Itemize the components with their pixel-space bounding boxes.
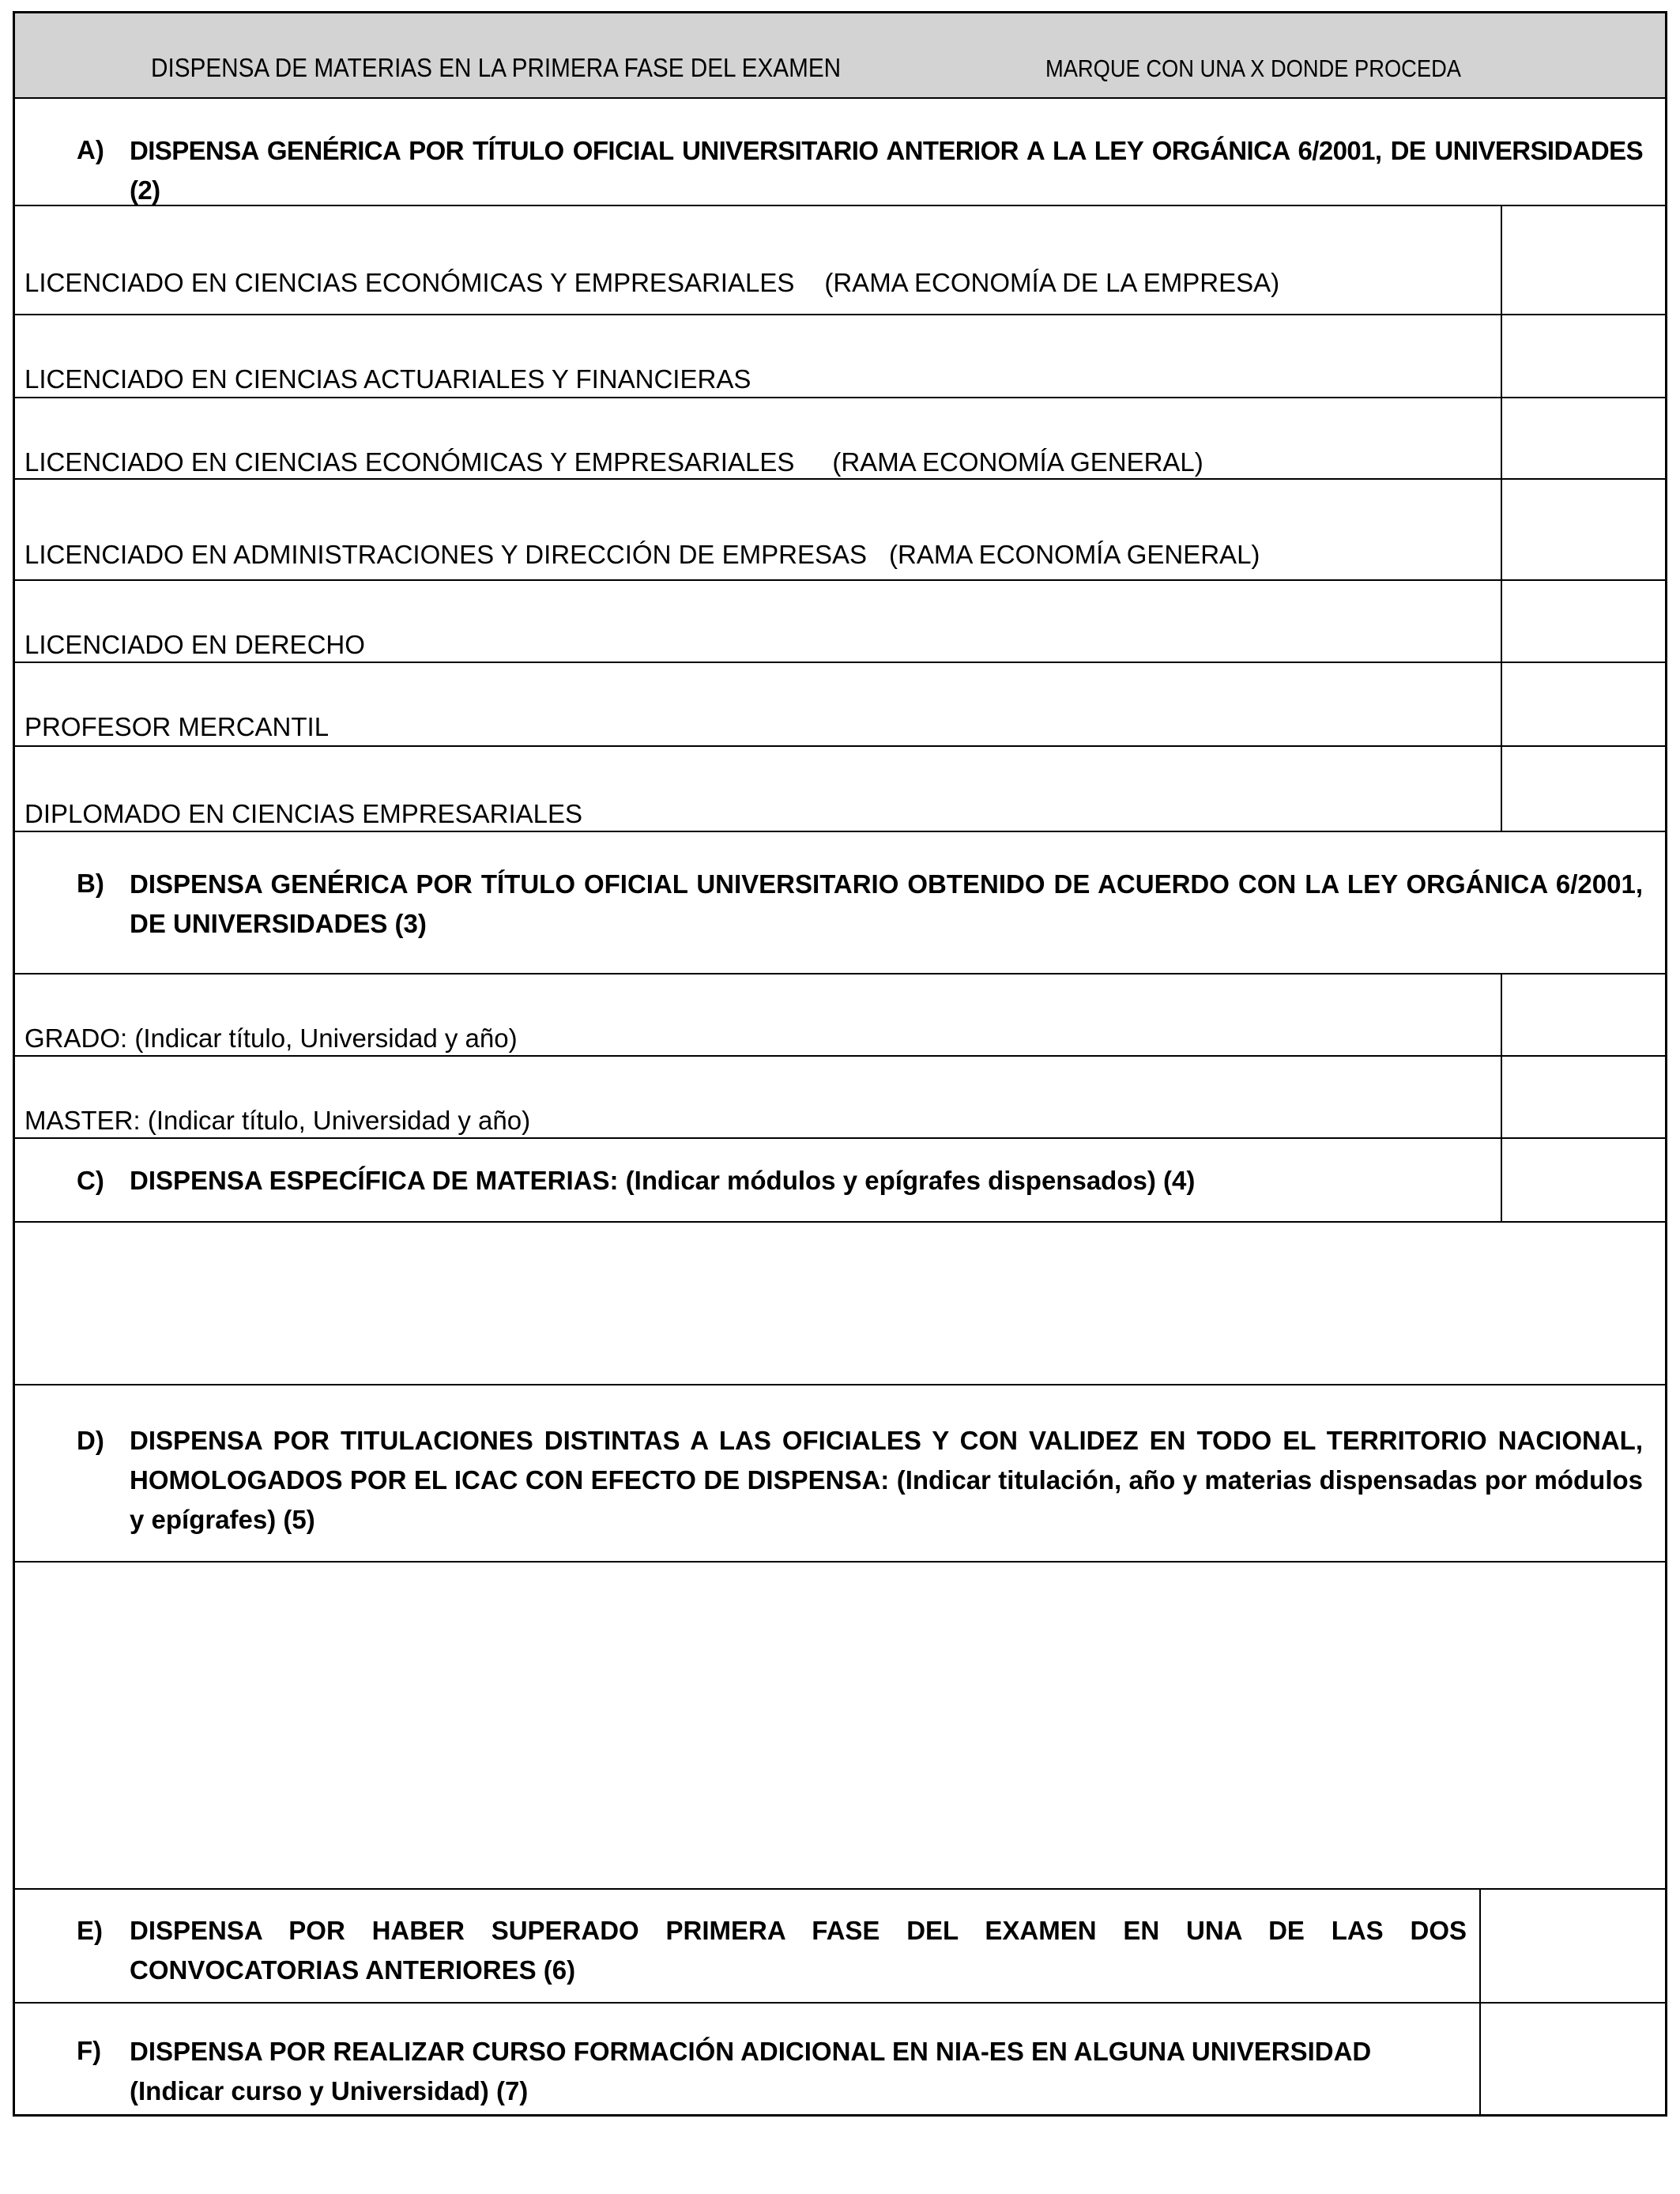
section-f-title-line1: DISPENSA POR REALIZAR CURSO FORMACIÓN ADICIONAL EN NIA-ES EN ALGUNA UNIVERSIDAD [130, 2037, 1372, 2066]
checkbox-cell[interactable] [1501, 1057, 1665, 1137]
option-row [15, 1055, 1665, 1137]
section-f-title-line2: (Indicar curso y Universidad) (7) [130, 2076, 529, 2105]
checkbox-cell[interactable] [1501, 974, 1665, 1055]
option-label: LICENCIADO EN ADMINISTRACIONES Y DIRECCIÓN DE EMPRESAS (RAMA ECONOMÍA GENERAL) [24, 540, 1260, 569]
checkbox-cell[interactable] [1501, 480, 1665, 579]
section-d-letter: D) [77, 1426, 104, 1455]
checkbox-cell[interactable] [1501, 206, 1665, 314]
option-row [15, 579, 1665, 662]
section-e-heading [15, 1888, 1665, 2002]
section-e-title: DISPENSA POR HABER SUPERADO PRIMERA FASE DEL EXAMEN EN UNA DE LAS DOS CONVOCATORIAS ANTERIORES (6) [130, 1916, 1467, 1985]
option-label: GRADO: (Indicar título, Universidad y año) [24, 1023, 518, 1053]
section-c-title: DISPENSA ESPECÍFICA DE MATERIAS: (Indicar módulos y epígrafes dispensados) (4) [130, 1166, 1196, 1195]
checkbox-cell[interactable] [1501, 581, 1665, 662]
section-d-heading [15, 1384, 1665, 1561]
option-label: LICENCIADO EN DERECHO [24, 630, 365, 659]
section-c-letter: C) [77, 1166, 104, 1195]
option-label: LICENCIADO EN CIENCIAS ACTUARIALES Y FINANCIERAS [24, 364, 751, 394]
option-label: LICENCIADO EN CIENCIAS ECONÓMICAS Y EMPRESARIALES (RAMA ECONOMÍA DE LA EMPRESA) [24, 268, 1280, 297]
option-row [15, 745, 1665, 831]
section-f-letter: F) [77, 2036, 102, 2065]
section-b-letter: B) [77, 869, 104, 898]
section-a-title: DISPENSA GENÉRICA POR TÍTULO OFICIAL UNIVERSITARIO ANTERIOR A LA LEY ORGÁNICA 6/2001, DE UNIVERSIDADES (2) [130, 136, 1643, 205]
checkbox-cell[interactable] [1501, 1139, 1665, 1221]
section-d-input-area[interactable] [15, 1561, 1665, 1888]
option-row [15, 314, 1665, 397]
option-row [15, 478, 1665, 579]
section-b-title: DISPENSA GENÉRICA POR TÍTULO OFICIAL UNIVERSITARIO OBTENIDO DE ACUERDO CON LA LEY ORGÁNICA 6/2001, DE UNIVERSIDADES (3) [130, 869, 1643, 938]
section-e-letter: E) [77, 1916, 103, 1945]
form-instruction: MARQUE CON UNA X DONDE PROCEDA [1045, 55, 1461, 82]
section-d-title: DISPENSA POR TITULACIONES DISTINTAS A LAS OFICIALES Y CON VALIDEZ EN TODO EL TERRITORIO NACIONAL, HOMOLOGADOS POR EL ICAC CON EFECTO DE DISPENSA: (Indicar titulación, año y materias dispensadas por módulos y epígrafes) (5) [130, 1426, 1643, 1534]
checkbox-cell[interactable] [1501, 747, 1665, 831]
option-row [15, 205, 1665, 314]
checkbox-cell[interactable] [1501, 315, 1665, 397]
section-f-title [130, 2032, 1467, 2111]
option-row [15, 397, 1665, 478]
checkbox-cell[interactable] [1479, 1890, 1665, 2002]
section-a-heading [15, 99, 1665, 205]
option-row [15, 662, 1665, 745]
section-c-heading [15, 1137, 1665, 1221]
form-title: DISPENSA DE MATERIAS EN LA PRIMERA FASE DEL EXAMEN [151, 53, 842, 82]
checkbox-cell[interactable] [1501, 398, 1665, 478]
section-a-letter: A) [77, 135, 104, 164]
form-header [15, 13, 1665, 99]
section-b-heading [15, 831, 1665, 973]
option-label: PROFESOR MERCANTIL [24, 712, 330, 741]
exemption-form [13, 11, 1667, 2117]
option-row [15, 973, 1665, 1055]
checkbox-cell[interactable] [1501, 663, 1665, 745]
checkbox-cell[interactable] [1479, 2004, 1665, 2117]
option-label: DIPLOMADO EN CIENCIAS EMPRESARIALES [24, 799, 583, 828]
option-label: LICENCIADO EN CIENCIAS ECONÓMICAS Y EMPRESARIALES (RAMA ECONOMÍA GENERAL) [24, 447, 1203, 477]
section-f-heading [15, 2002, 1665, 2117]
section-c-input-area[interactable] [15, 1221, 1665, 1384]
option-label: MASTER: (Indicar título, Universidad y año) [24, 1106, 531, 1135]
